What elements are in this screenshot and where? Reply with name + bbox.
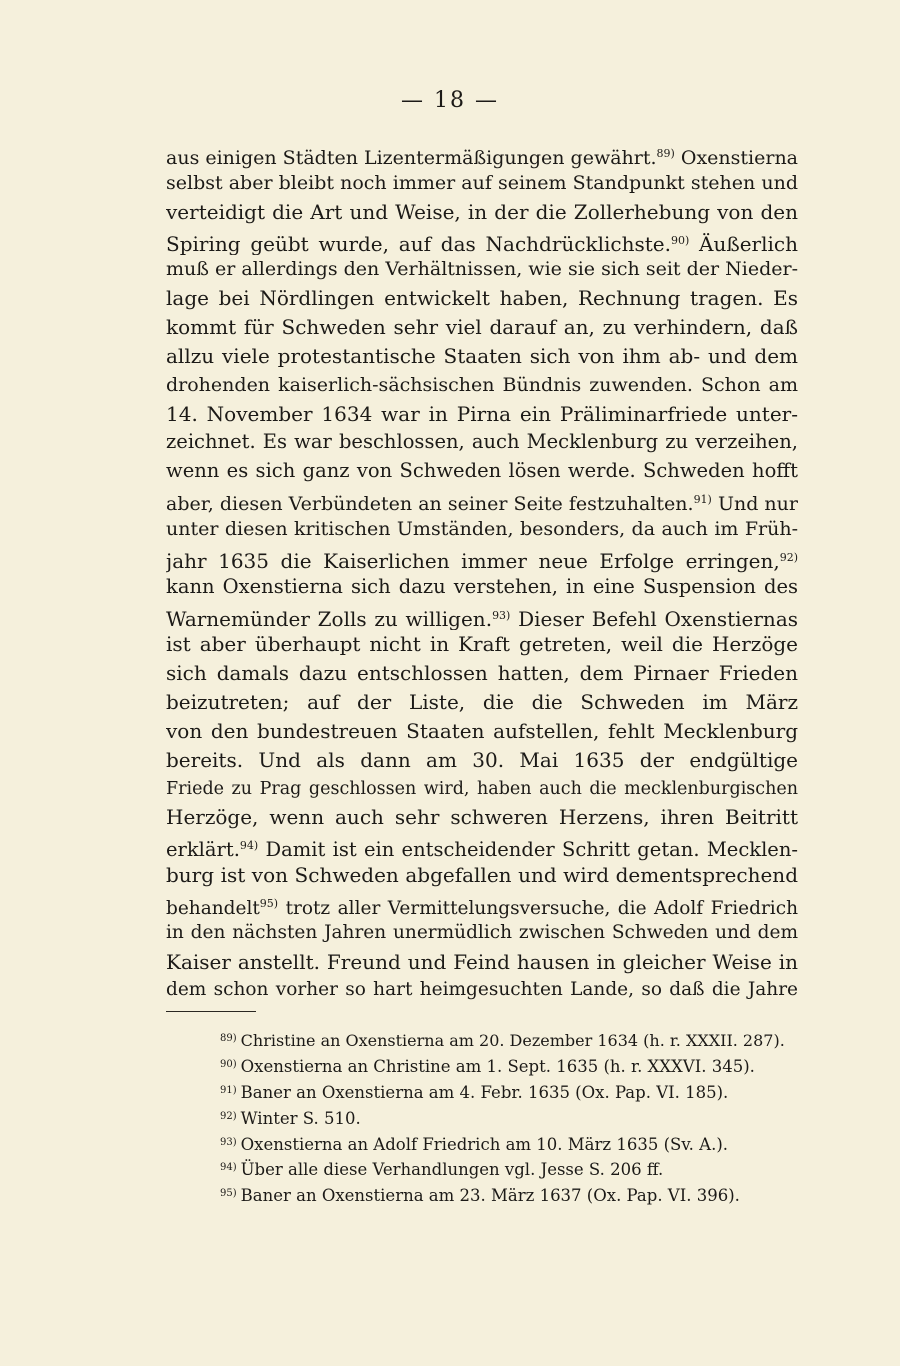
- text-line: lage bei Nördlingen entwickelt haben, Rechnung tragen. Es: [166, 286, 798, 311]
- footnote-ref: 92): [779, 550, 798, 564]
- text-line: unter diesen kritischen Umständen, besonders, da auch im Früh-: [166, 517, 798, 540]
- text-line: drohenden kaiserlich-sächsischen Bündnis zuwenden. Schon am: [166, 373, 798, 396]
- footnote-number: 92): [220, 1110, 237, 1122]
- footnote: [220, 1078, 798, 1104]
- text-line: beizutreten; auf der Liste, die die Schweden im März: [166, 690, 798, 715]
- footnote-ref: 94): [239, 839, 259, 853]
- footnote-number: 94): [220, 1162, 237, 1174]
- text-line: dem schon vorher so hart heimgesuchten Lande, so daß die Jahre: [166, 979, 798, 1001]
- footnote: [220, 1052, 798, 1078]
- footnote: [220, 1026, 798, 1052]
- text-line: allzu viele protestantische Staaten sich von ihm ab- und dem: [166, 343, 798, 368]
- text-line: Friede zu Prag geschlossen wird, haben auch die mecklenburgischen: [166, 778, 798, 799]
- text-line: Kaiser anstellt. Freund und Feind hausen in gleicher Weise in: [166, 949, 798, 974]
- text-line: muß er allerdings den Verhältnissen, wie sie sich seit der Nieder-: [166, 258, 798, 281]
- text-line: 14. November 1634 war in Pirna ein Präliminarfriede unter-: [166, 401, 798, 426]
- footnote-ref: 93): [492, 608, 511, 622]
- footnote: [220, 1155, 798, 1181]
- text-line: burg ist von Schweden abgefallen und wird dementsprechend: [166, 863, 798, 888]
- text-line: in den nächsten Jahren unermüdlich zwischen Schweden und dem: [166, 921, 798, 943]
- footnote-text: Baner an Oxenstierna am 23. März 1637 (Ox. Pap. VI. 396).: [240, 1186, 740, 1206]
- text-line: aus einigen Städten Lizentermäßigungen gewährt.$^{89)}$ Oxenstierna: [166, 147, 798, 169]
- text-line: erklärt.$^{94)}$ Damit ist ein entscheidender Schritt getan. Mecklen-: [166, 838, 798, 862]
- footnote: [220, 1181, 798, 1207]
- text-line: ist aber überhaupt nicht in Kraft getreten, weil die Herzöge: [166, 632, 798, 657]
- footnote-ref: 90): [670, 233, 690, 247]
- text-line: kommt für Schweden sehr viel darauf an, zu verhindern, daß: [166, 315, 798, 340]
- footnote-number: 90): [220, 1058, 237, 1070]
- footnote-ref: 91): [693, 493, 712, 507]
- footnote-text: Winter S. 510.: [240, 1108, 361, 1128]
- text-line: selbst aber bleibt noch immer auf seinem Standpunkt stehen und: [166, 171, 798, 194]
- text-line: jahr 1635 die Kaiserlichen immer neue Erfolge erringen,$^{92)}$: [166, 548, 798, 573]
- text-line: bereits. Und als dann am 30. Mai 1635 der endgültige: [166, 747, 798, 772]
- footnote-ref: 89): [656, 147, 675, 160]
- text-line: aber, diesen Verbündeten an seiner Seite festzuhalten.$^{91)}$ Und nur: [166, 493, 798, 515]
- footnote-number: 91): [220, 1084, 237, 1096]
- text-line: von den bundestreuen Staaten aufstellen, fehlt Mecklenburg: [166, 718, 798, 743]
- footnote-number: 95): [220, 1188, 237, 1200]
- footnotes: [220, 1026, 798, 1207]
- footnote-text: Baner an Oxenstierna am 4. Febr. 1635 (Ox. Pap. VI. 185).: [240, 1082, 729, 1102]
- text-line: zeichnet. Es war beschlossen, auch Mecklenburg zu verzeihen,: [166, 430, 798, 454]
- text-line: wenn es sich ganz von Schweden lösen werde. Schweden hofft: [166, 459, 798, 483]
- text-line: Herzöge, wenn auch sehr schweren Herzens, ihren Beitritt: [166, 805, 798, 830]
- page-number: — 18 —: [401, 88, 499, 113]
- footnote: [220, 1104, 798, 1130]
- footnote-number: 93): [220, 1136, 237, 1148]
- footnote-text: Oxenstierna an Christine am 1. Sept. 1635 (h. r. XXXVI. 345).: [240, 1056, 755, 1076]
- text-line: Warnemünder Zolls zu willigen.$^{93)}$ Dieser Befehl Oxenstiernas: [166, 606, 798, 631]
- text-line: kann Oxenstierna sich dazu verstehen, in eine Suspension des: [166, 574, 798, 598]
- footnote-ref: 95): [259, 896, 279, 910]
- footnote: [220, 1130, 798, 1156]
- text-line: verteidigt die Art und Weise, in der die Zollerhebung von den: [166, 199, 798, 224]
- footnote-number: 89): [220, 1033, 237, 1044]
- text-line: behandelt$^{95)}$ trotz aller Vermittelungsversuche, die Adolf Friedrich: [166, 896, 798, 919]
- footnote-text: Christine an Oxenstierna am 20. Dezember 1634 (h. r. XXXII. 287).: [240, 1031, 785, 1050]
- text-line: Spiring geübt wurde, auf das Nachdrücklichste.$^{90)}$ Äußerlich: [166, 231, 798, 256]
- footnote-divider: [166, 1011, 256, 1012]
- footnote-text: Über alle diese Verhandlungen vgl. Jesse S. 206 ff.: [240, 1160, 664, 1180]
- footnote-text: Oxenstierna an Adolf Friedrich am 10. März 1635 (Sv. A.).: [240, 1134, 729, 1154]
- main-text: [166, 140, 798, 1005]
- text-line: sich damals dazu entschlossen hatten, dem Pirnaer Frieden: [166, 661, 798, 686]
